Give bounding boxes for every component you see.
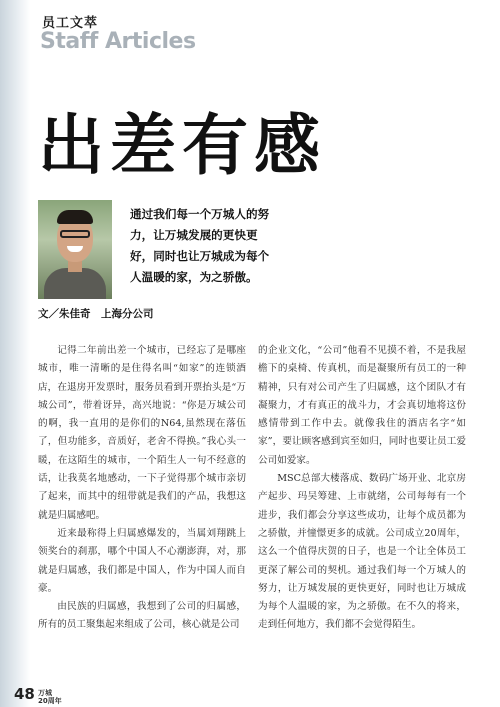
author-portrait <box>38 200 112 299</box>
article-title: 出差有感 <box>38 106 326 184</box>
sidebar-decor <box>0 0 30 707</box>
section-title-cn: 员工文萃 <box>42 16 99 31</box>
footer-brand: 万城 <box>38 689 52 697</box>
body-paragraph: 近来最称得上归属感爆发的，当属刘翔跳上领奖台的刹那，哪个中国人不心潮澎湃，对，那就是归属感，我们都是中国人，作为中国人而自豪。 <box>38 527 246 594</box>
article-byline: 文／朱佳奇 上海分公司 <box>38 308 154 320</box>
footer-subtitle: 20周年 <box>38 697 62 705</box>
section-title-en: Staff Articles <box>40 29 196 54</box>
body-column-left <box>38 342 246 635</box>
portrait-hair <box>57 210 93 224</box>
body-paragraph-continued: 的企业文化，“公司”他看不见摸不着，不是我屋檐下的桌椅、传真机，而是凝聚所有员工的一种精神，只有对公司产生了归属感，这个团队才有凝聚力，才有真正的战斗力，才会真切地将这份感情带到工作中去。就像我住的酒店名字“如家”，要让顾客感到宾至如归，同时也要让员工爱公司如爱家。 <box>258 345 466 466</box>
portrait-shirt <box>44 268 106 299</box>
body-paragraph: MSC总部大楼落成、数码广场开业、北京房产起步、玛吴筹建、上市就绪，公司每每有一个进步，我们都会分享这些成功，让每个成员都为之骄傲，并憧憬更多的成就。公司成立20周年，这么一个值得庆贺的日子，也是一个让全体员工更深了解公司的契机。通过我们每一个万城人的努力，让万城发展的更快更好，同时也让万城成为每个人温暖的家，为之骄傲。在不久的将来，走到任何地方，我们都不会觉得陌生。 <box>258 473 466 631</box>
page-number: 48 <box>14 685 35 703</box>
body-column-right <box>258 342 466 635</box>
page-footer <box>0 683 500 707</box>
body-paragraph: 记得二年前出差一个城市，已经忘了是哪座城市，唯一清晰的是住得名叫“如家”的连锁酒店，在退房开发票时，服务员看到开票抬头是“万城公司”，带着讶异，高兴地说：“你是万城公司的啊，我一直用的是你们的N64,虽然现在落伍了，但功能多，音质好，老舍不得换。”我心头一暖，在这陌生的城市，一个陌生人一句不经意的话，让我莫名地感动，一下子觉得那个城市亲切了起来，而其中的纽带就是我们的产品，我想这就是归属感吧。 <box>38 345 246 521</box>
body-paragraph: 由民族的归属感，我想到了公司的归属感，所有的员工聚集起来组成了公司，核心就是公司 <box>38 601 246 631</box>
portrait-glasses <box>60 230 90 238</box>
article-intro: 通过我们每一个万城人的努力，让万城发展的更快更好，同时也让万城成为每个人温暖的家，为之骄傲。 <box>130 207 270 284</box>
